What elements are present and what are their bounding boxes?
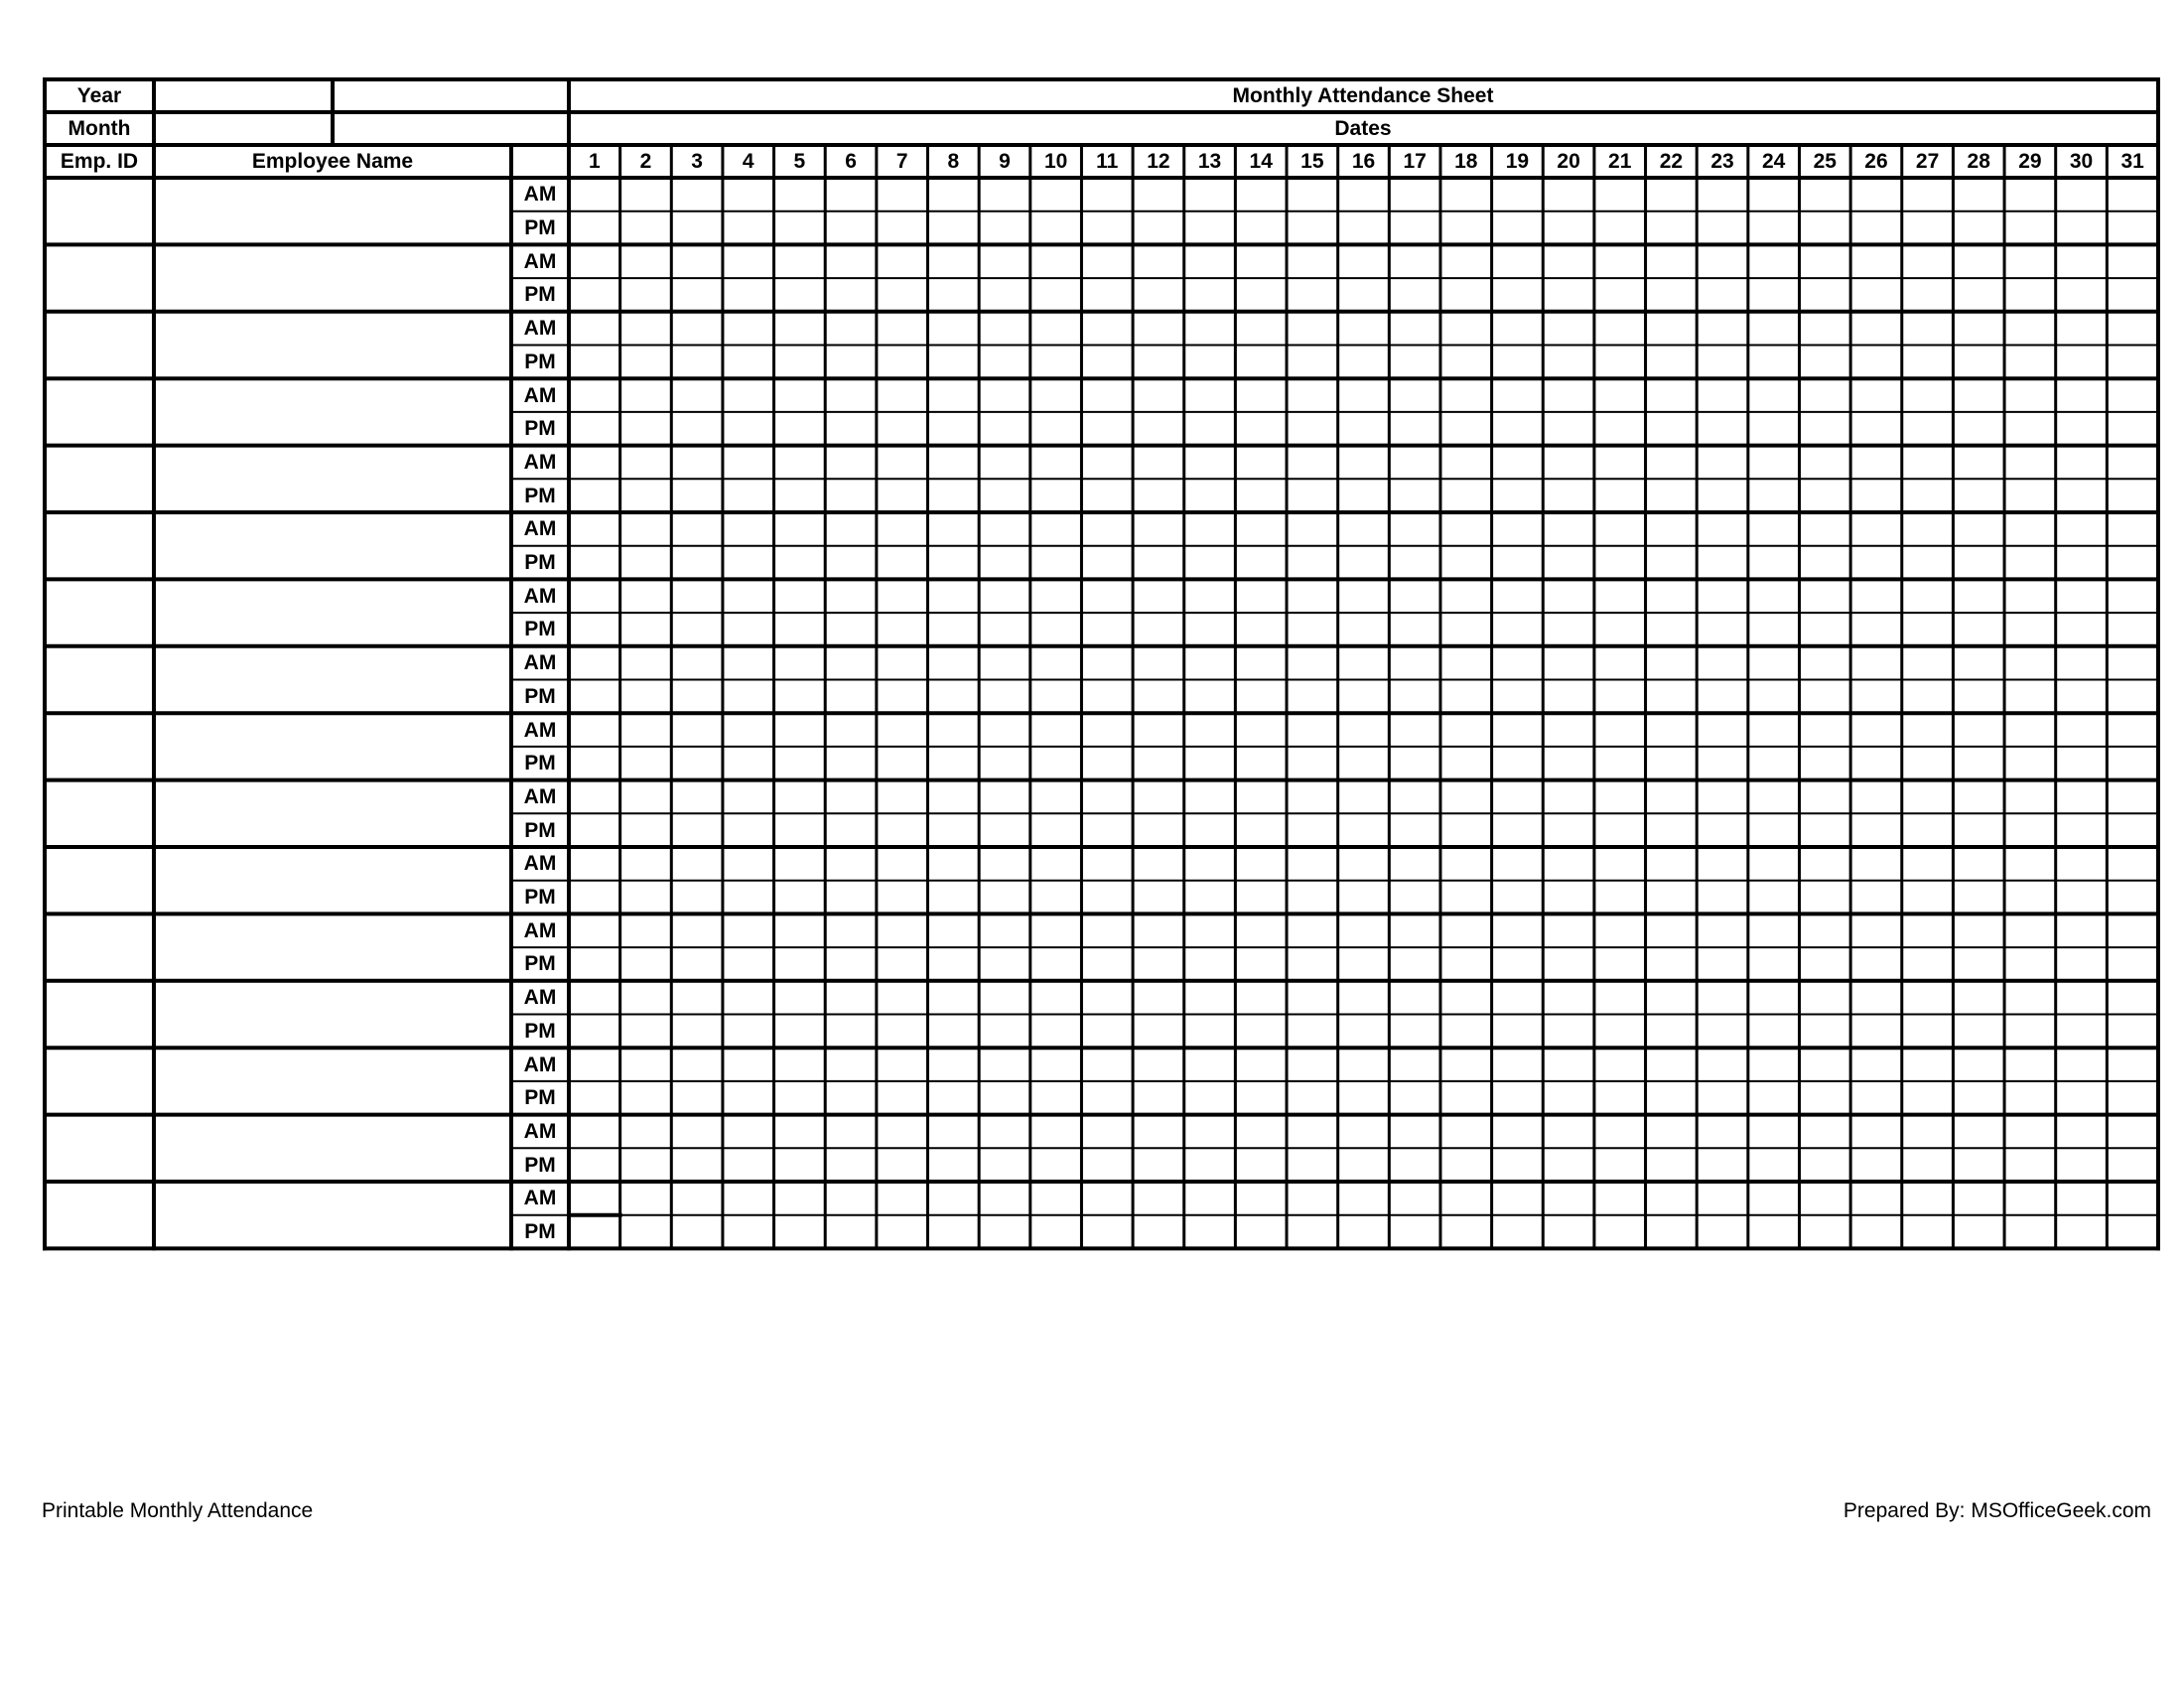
day-header: 26 bbox=[1864, 150, 1888, 173]
am-label: AM bbox=[523, 651, 557, 675]
day-header: 6 bbox=[845, 150, 857, 173]
day-header: 22 bbox=[1659, 150, 1684, 173]
day-header: 3 bbox=[691, 150, 703, 173]
am-label: AM bbox=[523, 1187, 557, 1210]
am-label: AM bbox=[523, 986, 557, 1010]
employee-name-cell[interactable] bbox=[154, 981, 511, 1048]
employee-name-cell[interactable] bbox=[154, 914, 511, 980]
pm-label: PM bbox=[524, 1019, 556, 1043]
emp-id-cell[interactable] bbox=[45, 780, 154, 847]
day-header: 24 bbox=[1761, 150, 1786, 173]
emp-id-cell[interactable] bbox=[45, 512, 154, 579]
emp-id-cell[interactable] bbox=[45, 579, 154, 645]
employee-name-cell[interactable] bbox=[154, 1048, 511, 1114]
employee-name-cell[interactable] bbox=[154, 512, 511, 579]
day-header: 15 bbox=[1300, 150, 1324, 173]
emp-id-cell[interactable] bbox=[45, 847, 154, 914]
pm-label: PM bbox=[524, 1220, 556, 1244]
am-label: AM bbox=[523, 718, 557, 742]
employee-name-cell[interactable] bbox=[154, 713, 511, 779]
emp-id-cell[interactable] bbox=[45, 1115, 154, 1182]
am-label: AM bbox=[523, 317, 557, 341]
employee-name-cell[interactable] bbox=[154, 312, 511, 378]
day-header: 5 bbox=[793, 150, 806, 173]
day-header: 12 bbox=[1147, 150, 1170, 173]
employee-name-cell[interactable] bbox=[154, 1182, 511, 1248]
day-header: 2 bbox=[639, 150, 652, 173]
day-header: 16 bbox=[1351, 150, 1376, 173]
am-label: AM bbox=[523, 784, 557, 808]
emp-id-cell[interactable] bbox=[45, 178, 154, 244]
emp-id-cell[interactable] bbox=[45, 244, 154, 311]
day-header: 29 bbox=[2018, 150, 2042, 173]
day-header: 18 bbox=[1454, 150, 1478, 173]
employee-name-cell[interactable] bbox=[154, 244, 511, 311]
day-header: 10 bbox=[1043, 150, 1068, 173]
pm-label: PM bbox=[524, 886, 556, 910]
day-header: 11 bbox=[1096, 150, 1119, 173]
day-header: 7 bbox=[895, 150, 908, 173]
pm-label: PM bbox=[524, 417, 556, 441]
emp-id-cell[interactable] bbox=[45, 713, 154, 779]
am-label: AM bbox=[523, 249, 557, 273]
am-label: AM bbox=[523, 852, 557, 876]
day-header: 31 bbox=[2120, 150, 2144, 173]
day-header: 4 bbox=[742, 150, 754, 173]
dates-label: Dates bbox=[1334, 117, 1392, 140]
emp-id-cell[interactable] bbox=[45, 312, 154, 378]
pm-label: PM bbox=[524, 752, 556, 775]
footer-left-text: Printable Monthly Attendance bbox=[42, 1499, 314, 1522]
day-header: 30 bbox=[2069, 150, 2094, 173]
day-header: 28 bbox=[1967, 150, 1990, 173]
pm-label: PM bbox=[524, 551, 556, 575]
pm-label: PM bbox=[524, 283, 556, 307]
employee-name-cell[interactable] bbox=[154, 579, 511, 645]
employee-name-cell[interactable] bbox=[154, 178, 511, 244]
employee-name-header: Employee Name bbox=[251, 150, 414, 173]
day-header: 19 bbox=[1505, 150, 1530, 173]
day-header: 25 bbox=[1813, 150, 1837, 173]
day-header: 21 bbox=[1608, 150, 1632, 173]
emp-id-cell[interactable] bbox=[45, 1182, 154, 1248]
month-label: Month bbox=[68, 117, 131, 140]
sheet-title: Monthly Attendance Sheet bbox=[1232, 84, 1494, 107]
emp-id-cell[interactable] bbox=[45, 1048, 154, 1114]
employee-name-cell[interactable] bbox=[154, 446, 511, 512]
employee-name-cell[interactable] bbox=[154, 646, 511, 713]
employee-name-cell[interactable] bbox=[154, 378, 511, 445]
emp-id-cell[interactable] bbox=[45, 378, 154, 445]
day-header: 17 bbox=[1403, 150, 1427, 173]
emp-id-cell[interactable] bbox=[45, 446, 154, 512]
employee-name-cell[interactable] bbox=[154, 847, 511, 914]
pm-label: PM bbox=[524, 1153, 556, 1177]
am-label: AM bbox=[523, 918, 557, 942]
pm-label: PM bbox=[524, 1086, 556, 1110]
emp-id-cell[interactable] bbox=[45, 981, 154, 1048]
am-label: AM bbox=[523, 584, 557, 608]
am-label: AM bbox=[523, 1119, 557, 1143]
am-label: AM bbox=[523, 383, 557, 407]
year-field[interactable] bbox=[154, 79, 333, 112]
day-header: 1 bbox=[588, 150, 601, 173]
year-label: Year bbox=[76, 84, 122, 107]
pm-label: PM bbox=[524, 818, 556, 842]
day-header: 23 bbox=[1710, 150, 1734, 173]
pm-label: PM bbox=[524, 618, 556, 641]
day-header: 8 bbox=[947, 150, 960, 173]
pm-label: PM bbox=[524, 684, 556, 708]
day-header: 27 bbox=[1915, 150, 1940, 173]
emp-id-cell[interactable] bbox=[45, 914, 154, 980]
day-header: 13 bbox=[1197, 150, 1222, 173]
month-field[interactable] bbox=[154, 112, 333, 145]
emp-id-header: Emp. ID bbox=[60, 150, 139, 173]
employee-name-cell[interactable] bbox=[154, 1115, 511, 1182]
attendance-sheet bbox=[45, 79, 2159, 1255]
am-label: AM bbox=[523, 183, 557, 207]
am-label: AM bbox=[523, 450, 557, 474]
day-header: 9 bbox=[999, 150, 1011, 173]
day-header: 20 bbox=[1557, 150, 1580, 173]
emp-id-cell[interactable] bbox=[45, 646, 154, 713]
pm-label: PM bbox=[524, 952, 556, 976]
pm-label: PM bbox=[524, 350, 556, 373]
am-label: AM bbox=[523, 517, 557, 541]
pm-label: PM bbox=[524, 216, 556, 240]
day-header: 14 bbox=[1249, 150, 1273, 173]
employee-name-cell[interactable] bbox=[154, 780, 511, 847]
footer-right-text: Prepared By: MSOfficeGeek.com bbox=[1843, 1499, 2151, 1522]
am-label: AM bbox=[523, 1053, 557, 1076]
pm-label: PM bbox=[524, 484, 556, 507]
